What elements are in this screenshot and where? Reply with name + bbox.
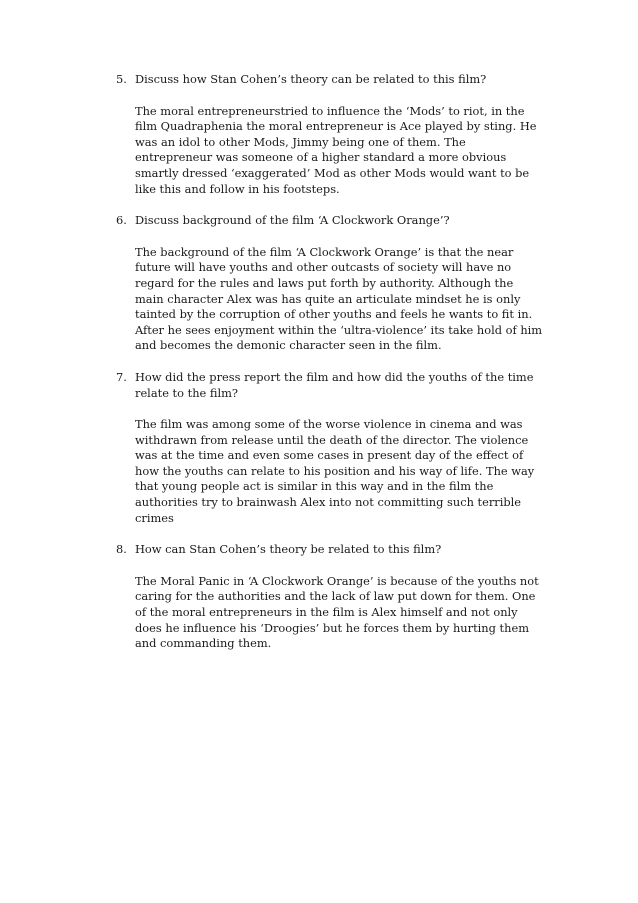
question-item-8 bbox=[116, 542, 544, 652]
question-answer-list bbox=[116, 72, 544, 668]
question-number: 6. bbox=[116, 213, 127, 228]
question-number: 7. bbox=[116, 369, 127, 384]
question-item-6 bbox=[116, 213, 544, 354]
answer-text: The Moral Panic in ‘A Clockwork Orange’ is because of the youths not caring for the authorities and the lack of law put down for them. One of the moral entrepreneurs in the film is Alex himself and not only does he influence his ‘Droogies’ but he forces them by hurting them and commanding them. bbox=[135, 573, 539, 651]
question-item-5 bbox=[116, 72, 544, 197]
answer-text: The film was among some of the worse violence in cinema and was withdrawn from release until the death of the director. The violence was at the time and even some cases in present day of the effect of how the youths can relate to his position and his way of life. The way that young people act is similar in this way and in the film the authorities try to brainwash Alex into not committing such terrible crimes bbox=[135, 417, 535, 525]
answer-text: The moral entrepreneurstried to influence the ‘Mods’ to riot, in the film Quadraphenia the moral entrepreneur is Ace played by sting. He was an idol to other Mods, Jimmy being one of them. The entrepreneur was someone of a higher standard a more obvious smartly dressed ‘exaggerated’ Mod as other Mods would want to be like this and follow in his footsteps. bbox=[135, 103, 537, 196]
question-number: 8. bbox=[116, 542, 127, 557]
answer-text: The background of the film ‘A Clockwork Orange’ is that the near future will have youths and other outcasts of society will have no regard for the rules and laws put forth by authority. Although the main character Alex was has quite an articulate mindset he is only tainted by the corruption of other youths and feels he wants to fit in. After he sees enjoyment within the ‘ultra-violence’ its take hold of him and becomes the demonic character seen in the film. bbox=[135, 244, 543, 353]
question-text: How can Stan Cohen’s theory be related to this film? bbox=[135, 542, 442, 557]
question-text: Discuss how Stan Cohen’s theory can be related to this film? bbox=[135, 72, 487, 86]
question-text: Discuss background of the film ‘A Clockwork Orange’? bbox=[135, 213, 450, 228]
question-number: 5. bbox=[116, 72, 127, 86]
question-item-7 bbox=[116, 370, 544, 526]
question-text: How did the press report the film and how did the youths of the time relate to the film? bbox=[135, 369, 534, 400]
